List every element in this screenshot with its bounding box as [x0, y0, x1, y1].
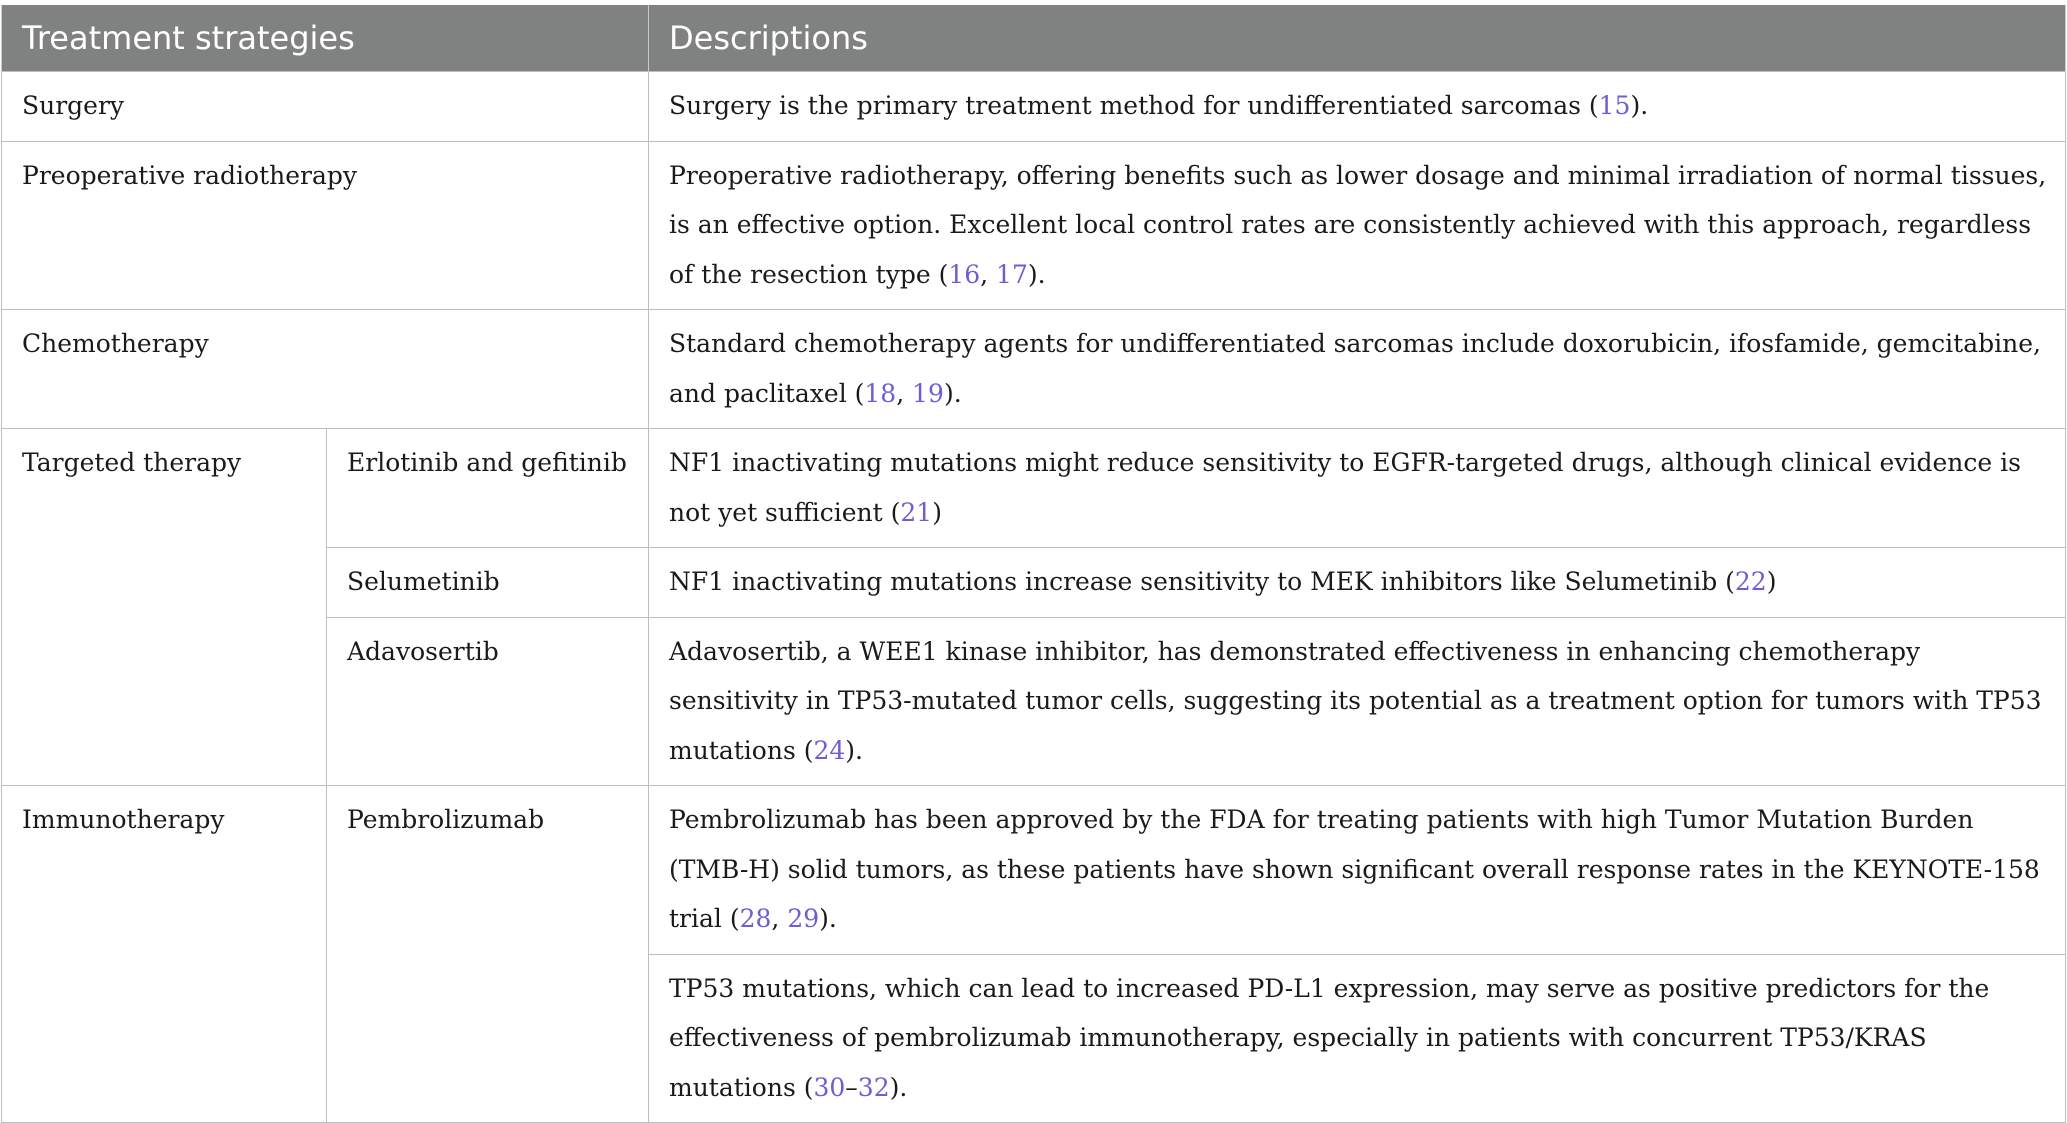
table-row-immunotherapy-1 — [2, 786, 2066, 955]
description-text-end: ). — [1630, 91, 1649, 120]
drug-cell: Erlotinib and gefitinib — [327, 429, 649, 548]
description-cell — [649, 429, 2066, 548]
table-row-targeted-erlotinib — [2, 429, 2066, 548]
reference-link-16[interactable]: 16 — [948, 259, 981, 289]
reference-separator: , — [896, 378, 913, 408]
reference-link-22[interactable]: 22 — [1734, 567, 1767, 596]
description-text: Pembrolizumab has been approved by the FDA for treating patients with high Tumor Mutation Burden (TMB-H) solid tumors, as these patients have shown significant overall response rates in the KEYNOTE-158 trial ( — [669, 805, 2040, 933]
description-text-end: ). — [845, 735, 863, 765]
strategy-cell: Targeted therapy — [2, 429, 327, 786]
description-text: NF1 inactivating mutations increase sensitivity to MEK inhibitors like Selumetinib ( — [669, 567, 1735, 596]
table-row-preoperative-radiotherapy — [2, 141, 2066, 310]
description-text: Surgery is the primary treatment method for undifferentiated sarcomas ( — [669, 91, 1599, 120]
description-cell — [649, 72, 2066, 142]
description-text-end: ). — [943, 378, 962, 408]
drug-cell: Selumetinib — [327, 548, 649, 618]
drug-cell: Adavosertib — [327, 617, 649, 786]
description-text-end: ) — [932, 497, 942, 527]
treatment-table — [1, 5, 2066, 1123]
description-text-end: ). — [1027, 259, 1046, 289]
reference-separator: , — [980, 259, 997, 289]
description-text: TP53 mutations, which can lead to increased PD-L1 expression, may serve as positive predictors for the effectiveness of pembrolizumab immunotherapy, especially in patients with concurrent TP53/KRAS mutations ( — [669, 973, 1990, 1102]
description-text-end: ). — [819, 904, 837, 933]
strategy-cell: Chemotherapy — [2, 310, 649, 429]
strategy-cell: Preoperative radiotherapy — [2, 141, 649, 310]
description-cell — [649, 548, 2066, 618]
reference-separator: – — [845, 1072, 858, 1102]
reference-link-29[interactable]: 29 — [787, 904, 820, 933]
header-descriptions: Descriptions — [649, 5, 2066, 72]
description-cell — [649, 310, 2066, 429]
reference-link-15[interactable]: 15 — [1598, 91, 1631, 120]
description-text: NF1 inactivating mutations might reduce sensitivity to EGFR-targeted drugs, although clinical evidence is not yet sufficient ( — [669, 448, 2021, 527]
reference-link-18[interactable]: 18 — [864, 378, 897, 408]
reference-link-28[interactable]: 28 — [739, 904, 772, 933]
description-text: Adavosertib, a WEE1 kinase inhibitor, has demonstrated effectiveness in enhancing chemotherapy sensitivity in TP53-mutated tumor cells, suggesting its potential as a treatment option for tumors with TP53 mutations ( — [669, 636, 2042, 765]
description-cell — [649, 786, 2066, 955]
reference-link-19[interactable]: 19 — [912, 378, 944, 408]
reference-link-32[interactable]: 32 — [857, 1072, 890, 1102]
reference-link-30[interactable]: 30 — [813, 1072, 846, 1102]
reference-link-24[interactable]: 24 — [813, 735, 846, 765]
description-cell — [649, 617, 2066, 786]
description-cell — [649, 141, 2066, 310]
description-cell — [649, 954, 2066, 1123]
description-text: Preoperative radiotherapy, offering benefits such as lower dosage and minimal irradiation of normal tissues, is an effective option. Excellent local control rates are consistently achieved with this approach, regardless of the resection type ( — [669, 160, 2047, 289]
drug-cell: Pembrolizumab — [327, 786, 649, 1123]
reference-separator: , — [771, 904, 788, 933]
strategy-cell: Immunotherapy — [2, 786, 327, 1123]
description-text-end: ). — [889, 1072, 908, 1102]
table-row-chemotherapy — [2, 310, 2066, 429]
reference-link-17[interactable]: 17 — [996, 259, 1028, 289]
header-treatment-strategies: Treatment strategies — [2, 5, 649, 72]
table-row-surgery — [2, 72, 2066, 142]
header-row — [2, 5, 2066, 72]
description-text-end: ) — [1766, 567, 1777, 596]
description-text: Standard chemotherapy agents for undifferentiated sarcomas include doxorubicin, ifosfamide, gemcitabine, and paclitaxel ( — [669, 329, 2041, 408]
reference-link-21[interactable]: 21 — [900, 497, 933, 527]
strategy-cell: Surgery — [2, 72, 649, 142]
